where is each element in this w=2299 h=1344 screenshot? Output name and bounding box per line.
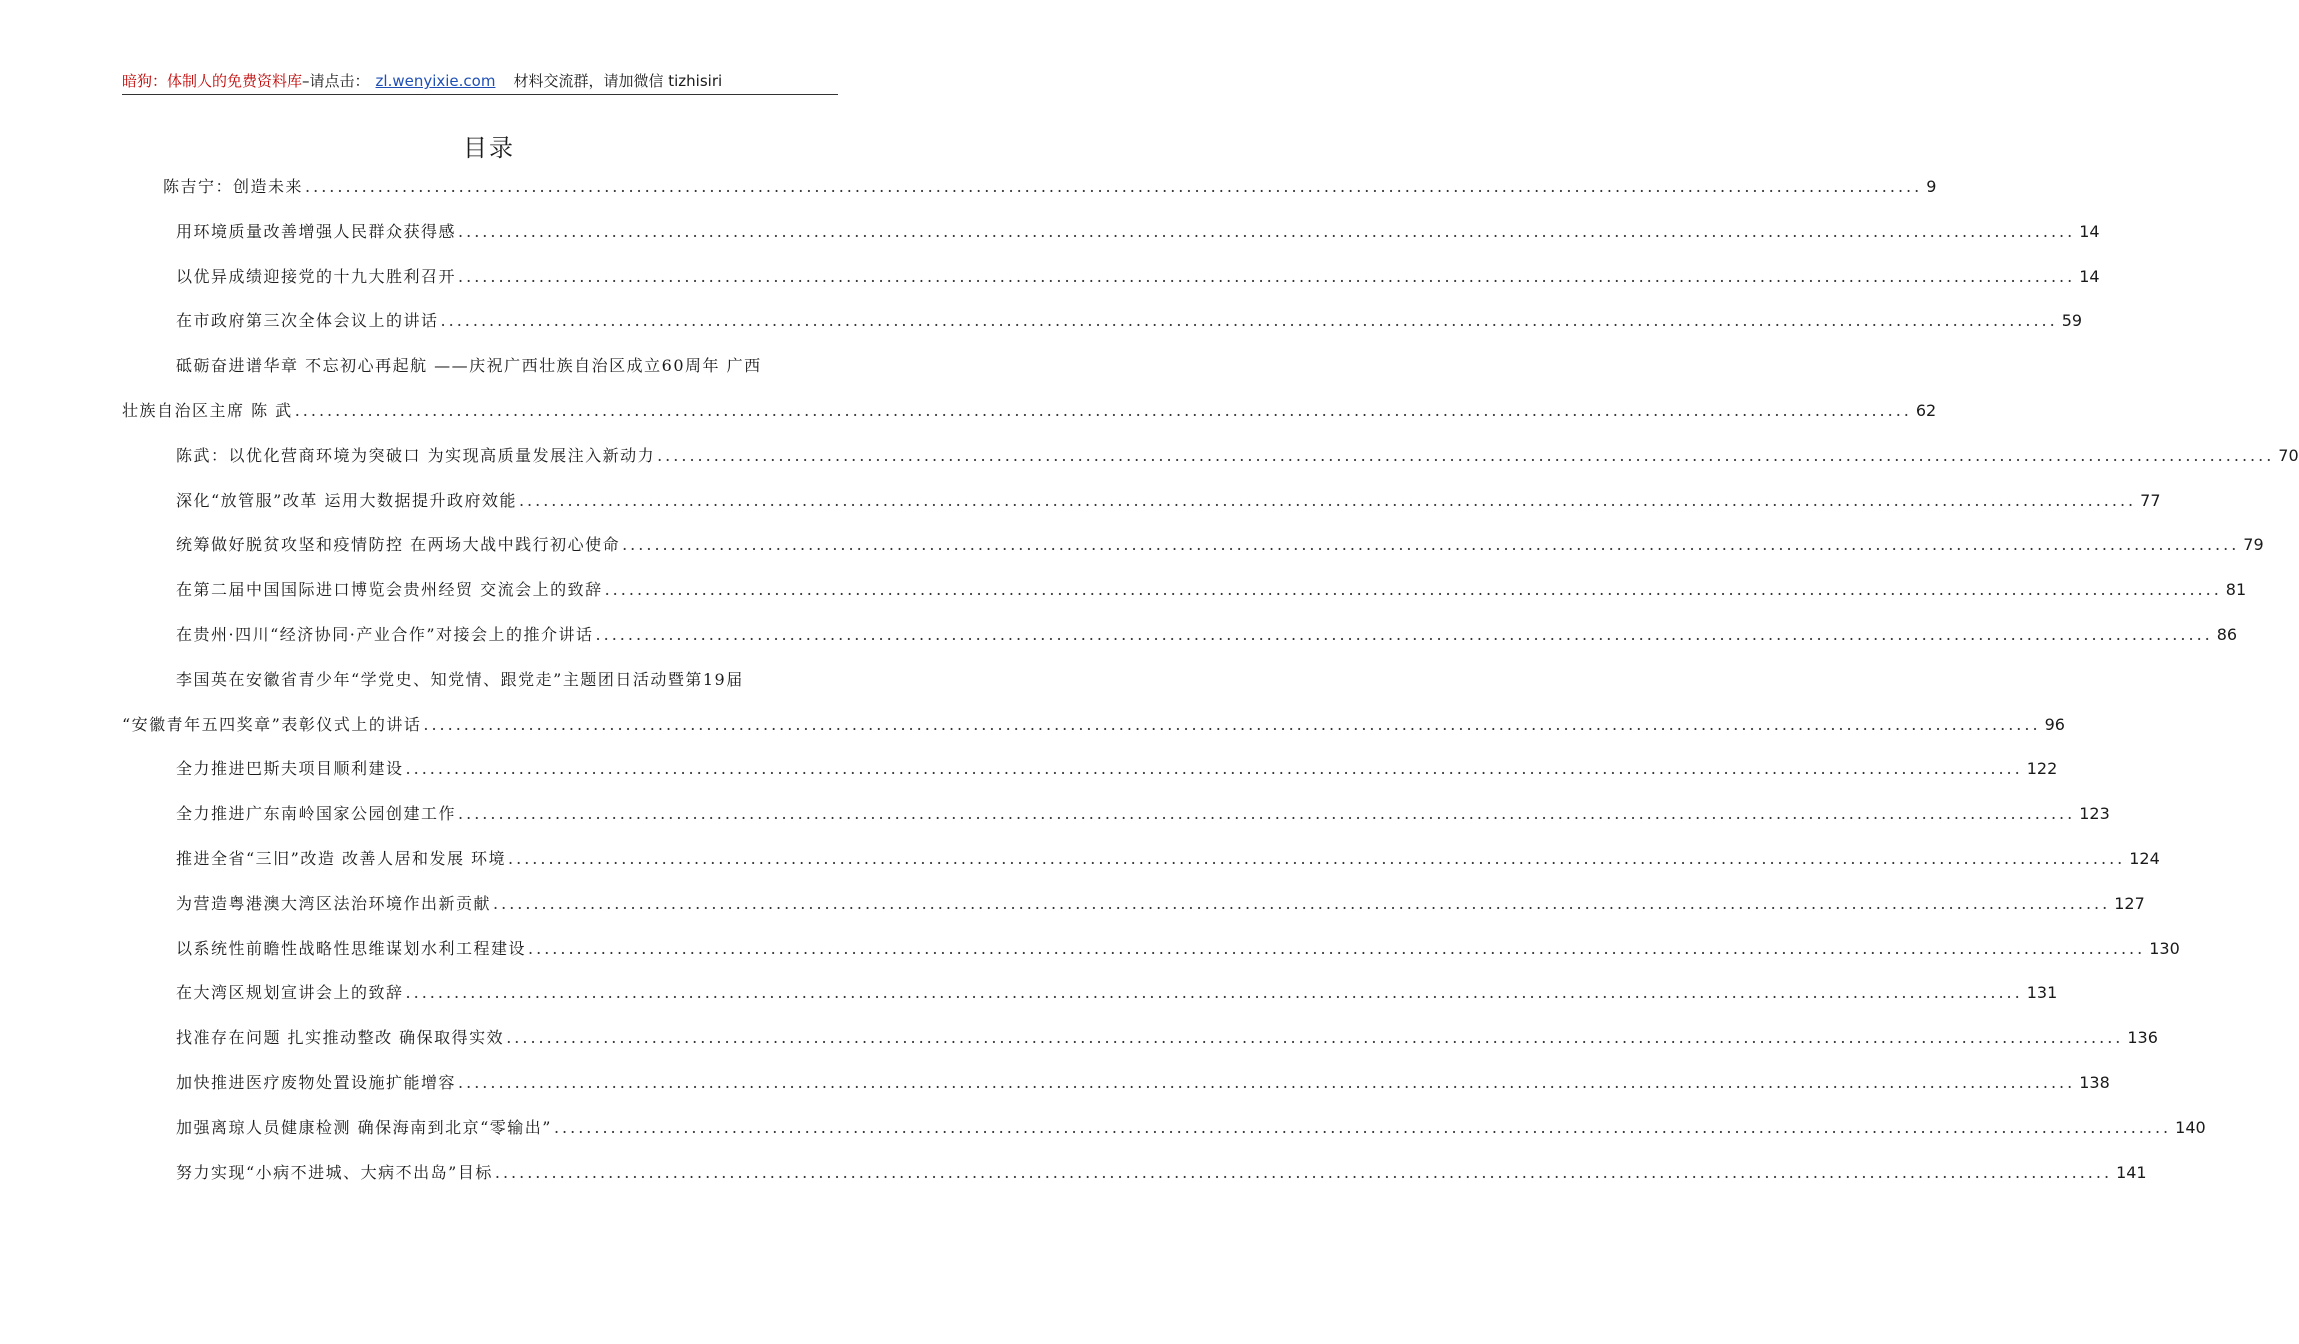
toc-entry-title: 深化“放管服”改革 运用大数据提升政府效能	[176, 490, 517, 510]
toc-entry-title: 努力实现“小病不进城、大病不出岛”目标	[176, 1162, 493, 1182]
toc-leader-dots: ........................................................................................................................................................................................................	[508, 849, 2126, 868]
toc-entry[interactable]	[176, 532, 2264, 558]
toc-leader-dots: ........................................................................................................................................................................................................	[458, 1073, 2076, 1092]
toc-leader-dots: ........................................................................................................................................................................................................	[458, 266, 2076, 286]
page-header	[122, 70, 838, 92]
toc-page-number: 122	[2026, 759, 2058, 779]
toc-entry-title: 用环境质量改善增强人民群众获得感	[176, 221, 457, 241]
toc-leader-dots: ........................................................................................................................................................................................................	[305, 177, 1923, 196]
toc-leader-dots: ........................................................................................................................................................................................................	[405, 983, 2023, 1003]
toc-leader-dots: ........................................................................................................................................................................................................	[405, 759, 2023, 779]
toc-entry-title: 找准存在问题 扎实推动整改 确保取得实效	[176, 1028, 505, 1048]
toc-entry[interactable]	[176, 1070, 2110, 1096]
toc-entry[interactable]	[176, 264, 2100, 290]
toc-leader-dots: ........................................................................................................................................................................................................	[458, 804, 2076, 824]
toc-page-number: 79	[2243, 535, 2264, 555]
toc-entry-title: 在第二届中国国际进口博览会贵州经贸 交流会上的致辞	[176, 580, 603, 600]
toc-entry-title: 加强离琼人员健康检测 确保海南到北京“零输出”	[176, 1117, 552, 1137]
toc-entry[interactable]	[176, 756, 2058, 782]
toc-entry[interactable]	[176, 308, 2083, 334]
toc-entry-title: 以系统性前瞻性战略性思维谋划水利工程建设	[176, 938, 527, 958]
toc-entry-title: 全力推进巴斯夫项目顺利建设	[176, 759, 404, 779]
toc-entry-title: 统筹做好脱贫攻坚和疫情防控 在两场大战中践行初心使命	[176, 535, 621, 555]
toc-leader-dots: ........................................................................................................................................................................................................	[528, 938, 2146, 958]
toc-page-number: 86	[2216, 625, 2238, 644]
toc-page-number: 59	[2061, 311, 2083, 331]
toc-page-number: 62	[1915, 401, 1937, 420]
toc-entry[interactable]	[176, 577, 2247, 603]
toc-entry-line1: 李国英在安徽省青少年“学党史、知党情、跟党走”主题团日活动暨第19届	[176, 669, 744, 689]
toc-leader-dots: ........................................................................................................................................................................................................	[622, 535, 2240, 555]
header-link[interactable]: zl.wenyixie.com	[375, 72, 496, 90]
toc-entry[interactable]	[176, 219, 2100, 245]
toc-entry-title: 在市政府第三次全体会议上的讲话	[176, 311, 439, 331]
toc-page-number: 140	[2175, 1117, 2206, 1137]
toc-entry[interactable]	[122, 398, 1937, 424]
toc-page-number: 123	[2079, 804, 2110, 824]
toc-entry[interactable]	[176, 1115, 2206, 1141]
toc-leader-dots: ........................................................................................................................................................................................................	[657, 445, 2275, 465]
toc-leader-dots: ........................................................................................................................................................................................................	[493, 893, 2111, 913]
toc-entry-title: 在大湾区规划宣讲会上的致辞	[176, 983, 404, 1003]
toc-entry[interactable]	[176, 443, 2299, 469]
toc-entry[interactable]	[122, 712, 2065, 738]
toc-leader-dots: ........................................................................................................................................................................................................	[494, 1162, 2113, 1182]
header-wechat-label: 材料交流群，请加微信 tizhisiri	[513, 72, 723, 90]
toc-entry-title: 加快推进医疗废物处置设施扩能增容	[176, 1073, 457, 1092]
toc-entry[interactable]	[176, 846, 2160, 872]
toc-entry-title: 推进全省“三旧”改造 改善人居和发展 环境	[176, 849, 507, 868]
toc-page-number: 141	[2116, 1162, 2147, 1182]
toc-entry-title: 以优异成绩迎接党的十九大胜利召开	[176, 266, 457, 286]
toc-entry[interactable]	[176, 980, 2058, 1006]
toc-entry[interactable]	[176, 622, 2238, 648]
toc-page-number: 138	[2079, 1073, 2110, 1092]
page-title: 目录	[463, 134, 515, 162]
toc-entry[interactable]	[176, 488, 2161, 514]
toc-entry-title: 全力推进广东南岭国家公园创建工作	[176, 804, 457, 824]
toc-entry-title: 在贵州·四川“经济协同·产业合作”对接会上的推介讲话	[176, 625, 594, 644]
toc-entry[interactable]	[176, 891, 2145, 917]
toc-page-number: 136	[2127, 1028, 2158, 1048]
toc-entry-title: 为营造粤港澳大湾区法治环境作出新贡献	[176, 893, 492, 913]
toc-page-number: 14	[2079, 221, 2100, 241]
toc-leader-dots: ........................................................................................................................................................................................................	[595, 625, 2213, 644]
toc-entry[interactable]	[176, 801, 2110, 827]
toc-leader-dots: ........................................................................................................................................................................................................	[506, 1028, 2124, 1048]
toc-entry[interactable]	[176, 1025, 2158, 1051]
header-rule	[122, 94, 838, 95]
toc-leader-dots: ........................................................................................................................................................................................................	[604, 580, 2222, 600]
toc-entry[interactable]	[176, 936, 2180, 962]
toc-page-number: 9	[1926, 177, 1937, 196]
toc-leader-dots: ........................................................................................................................................................................................................	[294, 401, 1912, 420]
toc-page-number: 77	[2140, 490, 2161, 510]
toc-leader-dots: ........................................................................................................................................................................................................	[553, 1117, 2172, 1137]
toc-entry-title: 陈武：以优化营商环境为突破口 为实现高质量发展注入新动力	[176, 445, 656, 465]
header-click-label: –请点击：	[302, 72, 370, 90]
toc-page-number: 124	[2129, 849, 2160, 868]
toc-entry-title: “安徽青年五四奖章”表彰仪式上的讲话	[122, 714, 422, 734]
header-library-label: 暗狗：体制人的免费资料库	[122, 72, 303, 90]
toc-page-number: 14	[2079, 266, 2100, 286]
toc-leader-dots: ........................................................................................................................................................................................................	[458, 221, 2076, 241]
toc-page-number: 81	[2225, 580, 2247, 600]
toc-entry[interactable]	[163, 174, 1937, 200]
toc-entry-line1: 砥砺奋进谱华章 不忘初心再起航 ——庆祝广西壮族自治区成立60周年 广西	[176, 356, 762, 376]
toc-entry[interactable]	[176, 1160, 2147, 1186]
toc-entry-title: 壮族自治区主席 陈 武	[122, 401, 293, 420]
toc-page-number: 96	[2044, 714, 2065, 734]
toc-leader-dots: ........................................................................................................................................................................................................	[440, 311, 2058, 331]
toc-entry-title: 陈吉宁：创造未来	[163, 177, 304, 196]
toc-page-number: 127	[2114, 893, 2145, 913]
toc-leader-dots: ........................................................................................................................................................................................................	[423, 714, 2041, 734]
toc-page-number: 130	[2149, 938, 2180, 958]
toc-page-number: 70	[2278, 445, 2299, 465]
toc-page-number: 131	[2026, 983, 2058, 1003]
toc-leader-dots: ........................................................................................................................................................................................................	[518, 490, 2137, 510]
